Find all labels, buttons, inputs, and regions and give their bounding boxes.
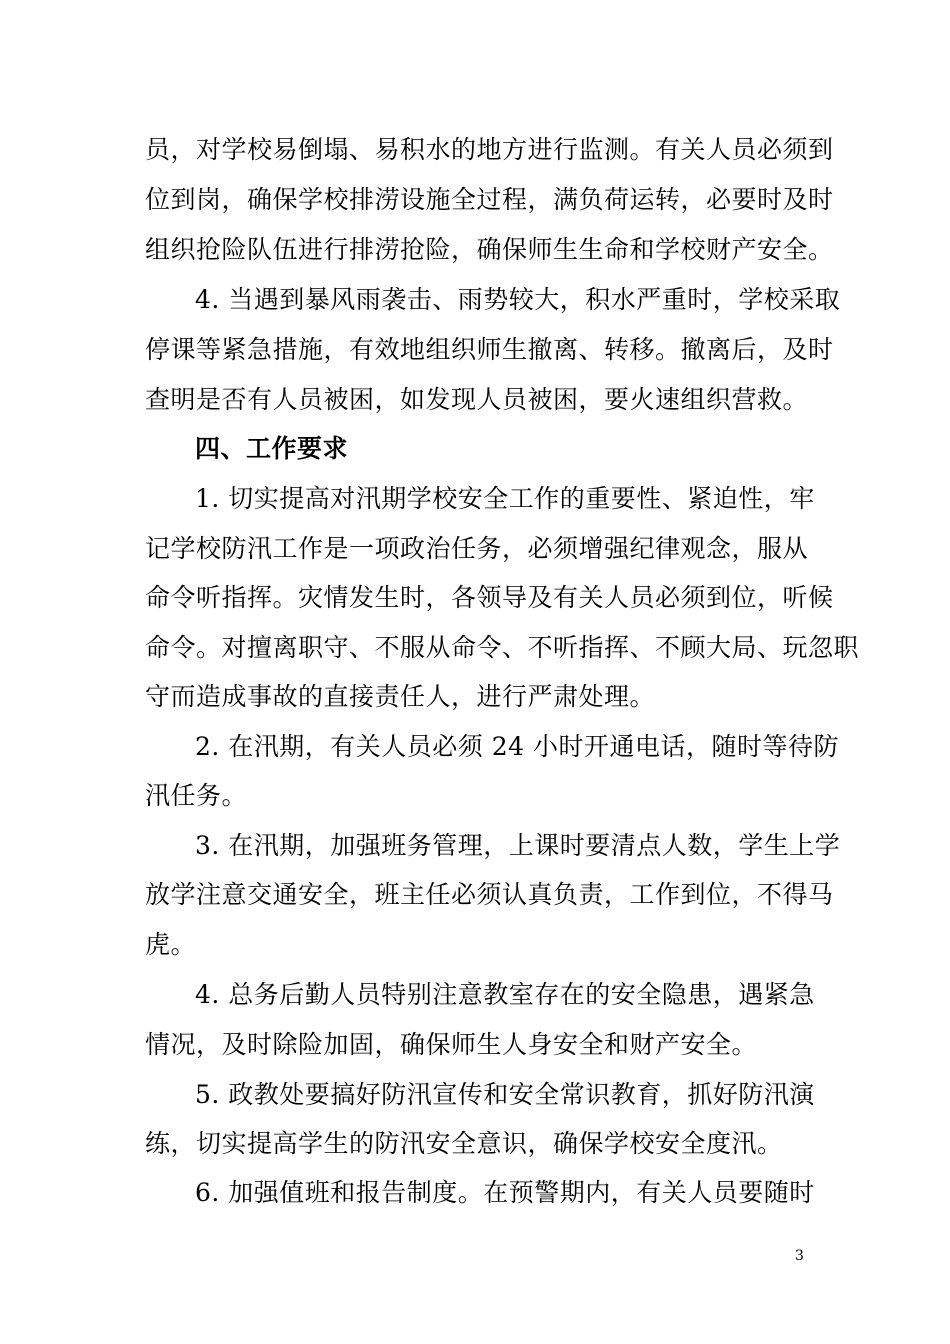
body-text-line: 查明是否有人员被困，如发现人员被困，要火速组织营救。 [145,385,809,414]
body-text-line: 2. 在汛期，有关人员必须 24 小时开通电话，随时等待防 [195,732,840,761]
body-text-line: 位到岗，确保学校排涝设施全过程，满负荷运转，必要时及时 [145,185,834,214]
body-text-line: 虎。 [145,930,197,959]
body-text-line: 记学校防汛工作是一项政治任务，必须增强纪律观念，服从 [145,534,809,563]
body-text-line: 5. 政教处要搞好防汛宣传和安全常识教育，抓好防汛演 [195,1080,815,1109]
body-text-line: 汛任务。 [145,781,248,810]
body-text-line: 4. 当遇到暴风雨袭击、雨势较大，积水严重时，学校采取 [195,285,841,314]
body-text-line: 1. 切实提高对汛期学校安全工作的重要性、紧迫性，牢 [195,484,815,513]
page-number: 3 [795,1248,804,1264]
body-text-line: 6. 加强值班和报告制度。在预警期内，有关人员要随时 [195,1178,815,1207]
body-text-line: 组织抢险队伍进行排涝抢险，确保师生生命和学校财产安全。 [145,235,834,264]
body-text-line: 命令听指挥。灾情发生时，各领导及有关人员必须到位，听候 [145,583,834,612]
section-heading: 四、工作要求 [195,434,349,463]
body-text-line: 停课等紧急措施，有效地组织师生撤离、转移。撤离后，及时 [145,335,834,364]
body-text-line: 练，切实提高学生的防汛安全意识，确保学校安全度汛。 [145,1129,783,1158]
body-text-line: 情况，及时除险加固，确保师生人身安全和财产安全。 [145,1030,758,1059]
body-text-line: 命令。对擅离职守、不服从命令、不听指挥、不顾大局、玩忽职 [145,633,860,662]
body-text-line: 守而造成事故的直接责任人，进行严肃处理。 [145,682,656,711]
body-text-line: 4. 总务后勤人员特别注意教室存在的安全隐患，遇紧急 [195,980,815,1009]
body-text-line: 员，对学校易倒塌、易积水的地方进行监测。有关人员必须到 [145,135,834,164]
body-text-line: 3. 在汛期，加强班务管理，上课时要清点人数，学生上学 [195,831,841,860]
body-text-line: 放学注意交通安全，班主任必须认真负责，工作到位，不得马 [145,880,834,909]
